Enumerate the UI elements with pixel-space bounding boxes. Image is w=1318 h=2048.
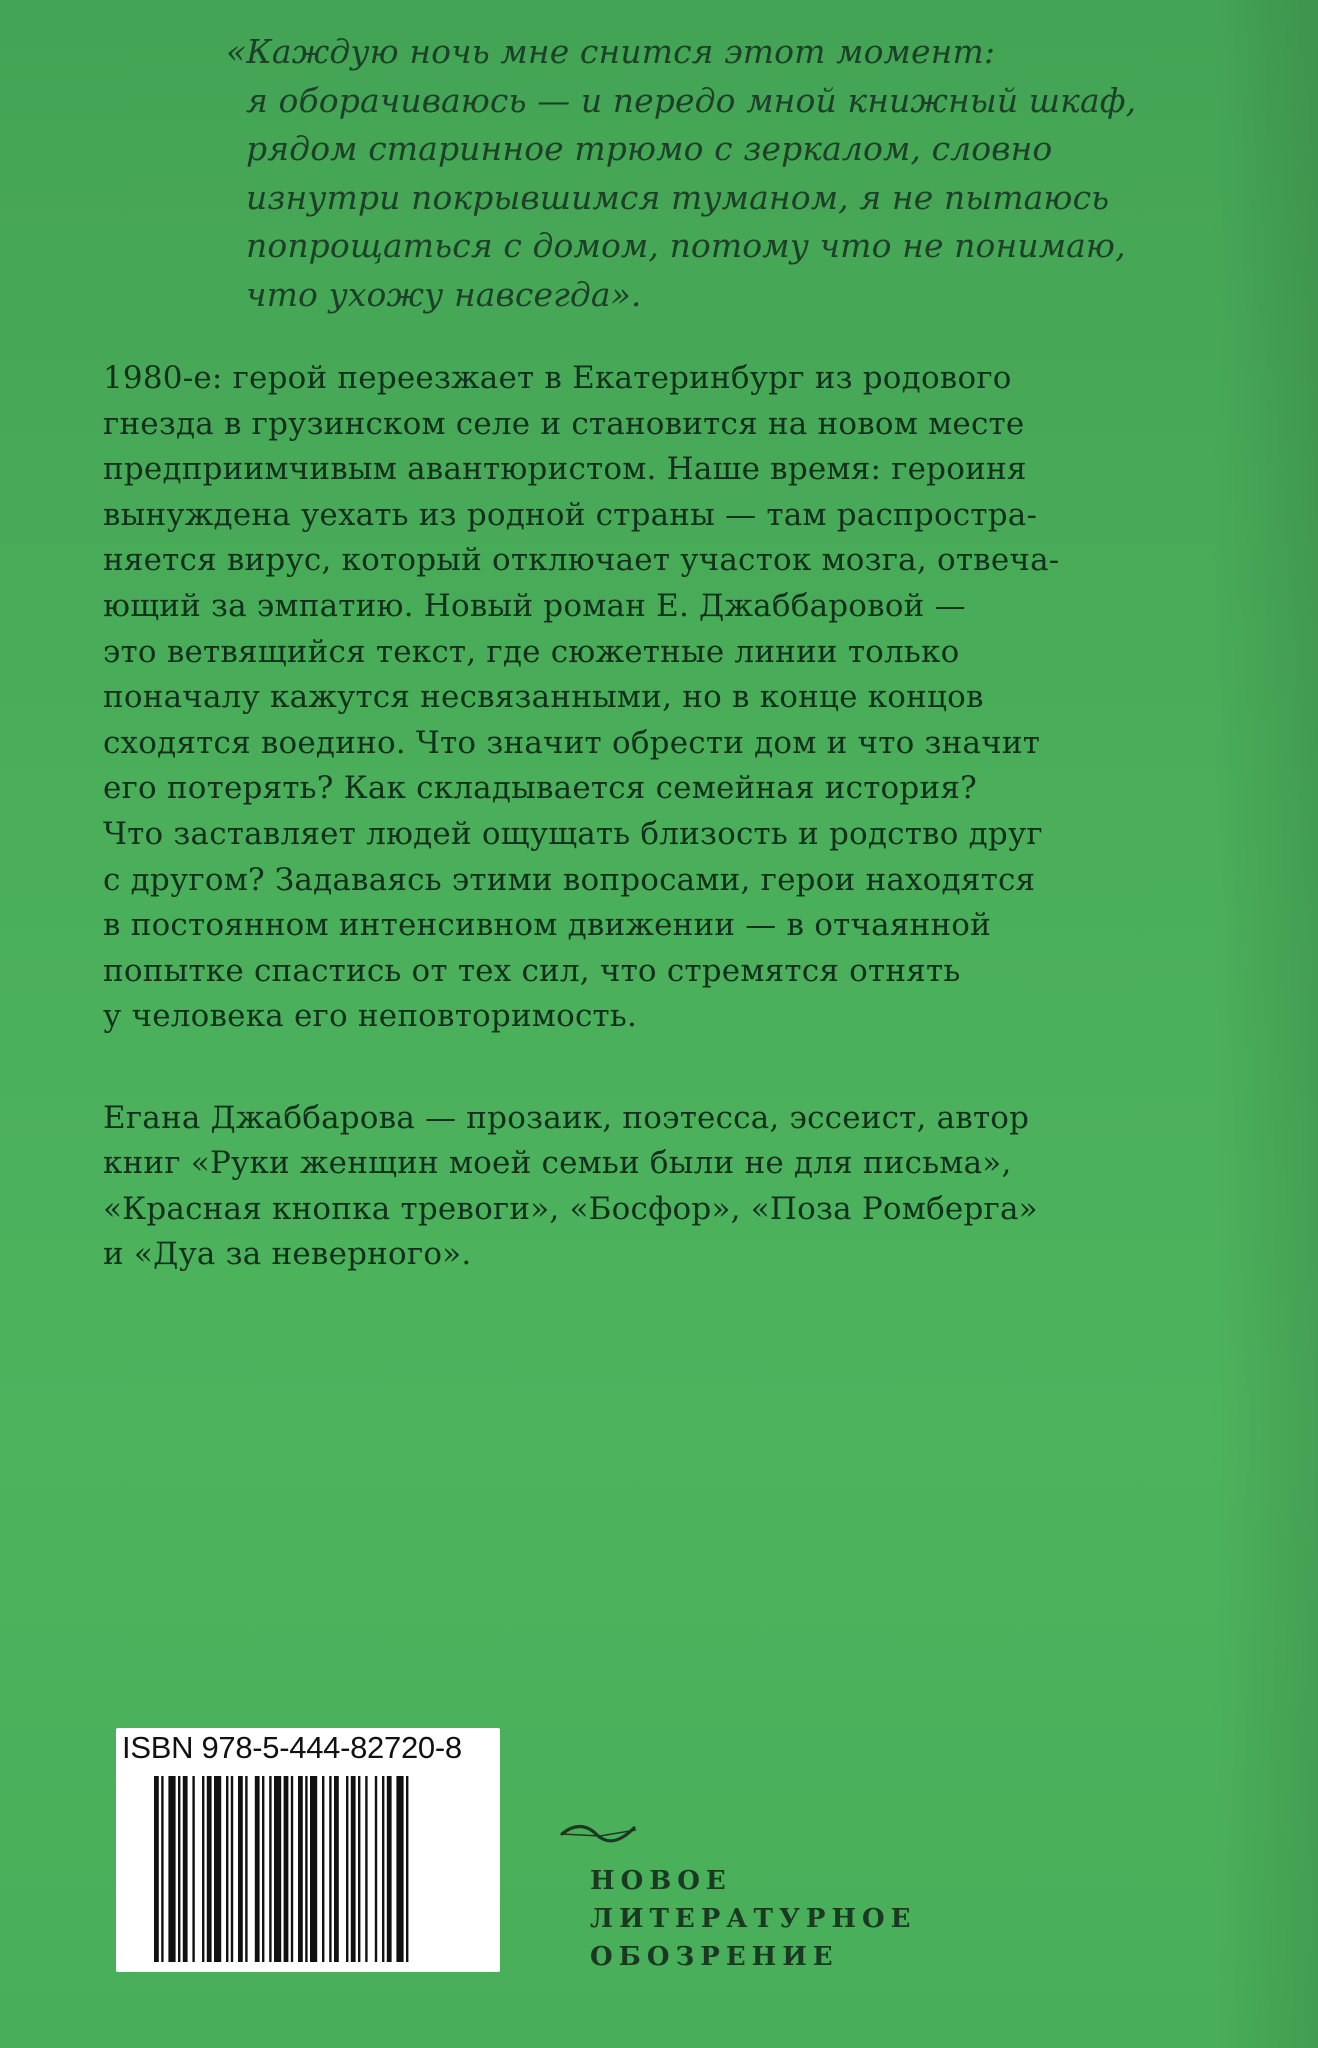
quote-line: рядом старинное трюмо с зеркалом, словно (246, 129, 1053, 169)
barcode-bar (183, 1776, 188, 1962)
barcode-bar (168, 1776, 175, 1962)
description-line: вынуждена уехать из родной страны — там распростра- (103, 496, 1038, 533)
description-line: сходятся воедино. Что значит обрести дом и что значит (103, 724, 1041, 761)
description-line: ющий за эмпатию. Новый роман Е. Джаббаровой — (103, 587, 966, 624)
barcode-bar (351, 1776, 356, 1962)
author-line: Егана Джаббарова — прозаик, поэтесса, эссеист, автор (103, 1100, 1030, 1136)
barcode-bar (192, 1776, 194, 1962)
description-line: в постоянном интенсивном движении — в отчаянной (103, 907, 992, 944)
barcode-bar (310, 1776, 317, 1962)
book-description (103, 356, 1183, 1040)
barcode-bar (238, 1776, 243, 1962)
description-line: с другом? Задаваясь этими вопросами, герои находятся (103, 861, 1036, 898)
author-bio (103, 1096, 1183, 1277)
description-line: его потерять? Как складывается семейная история? (103, 770, 977, 807)
description-line: Что заставляет людей ощущать близость и родство друг (103, 815, 1043, 852)
barcode-bar (161, 1776, 163, 1962)
publisher-name-line-3: ОБОЗРЕНИЕ (590, 1942, 839, 1972)
barcode-bar (305, 1776, 307, 1962)
barcode-bar (231, 1776, 233, 1962)
epigraph-quote (226, 28, 1226, 320)
quote-line: я оборачиваюсь — и передо мной книжный шкаф, (246, 80, 1137, 120)
barcode-bar (269, 1776, 271, 1962)
barcode-icon (154, 1776, 484, 1962)
description-line: это ветвящийся текст, где сюжетные линии только (103, 633, 960, 670)
description-line: предприимчивым авантюристом. Наше время: героиня (103, 451, 1027, 488)
quote-line: изнутри покрывшимся туманом, я не пытаюсь (246, 177, 1110, 217)
barcode-bar (262, 1776, 264, 1962)
barcode-bar (365, 1776, 367, 1962)
barcode-bar (226, 1776, 228, 1962)
description-line: попытке спастись от тех сил, что стремятся отнять (103, 952, 961, 989)
barcode-bar (214, 1776, 221, 1962)
publisher-name-line-1: НОВОЕ (590, 1866, 732, 1896)
author-line: книг «Руки женщин моей семьи были не для письма», (103, 1145, 1012, 1182)
barcode-bar (291, 1776, 293, 1962)
publisher-name-line-2: ЛИТЕРАТУРНОЕ (590, 1904, 917, 1934)
barcode-bar (207, 1776, 212, 1962)
isbn-barcode-label (116, 1728, 500, 1972)
isbn-number: ISBN 978-5-444-82720-8 (122, 1730, 462, 1765)
barcode-bar (202, 1776, 204, 1962)
barcode-bar (406, 1776, 408, 1962)
barcode-bar (375, 1776, 377, 1962)
barcode-bar (358, 1776, 360, 1962)
barcode-bar (396, 1776, 403, 1962)
quote-line: что ухожу навсегда». (246, 274, 642, 314)
barcode-bar (329, 1776, 331, 1962)
quote-line: попрощаться с домом, потому что не понимаю, (246, 226, 1126, 266)
description-line: 1980-е: герой переезжает в Екатеринбург из родового (103, 360, 1012, 396)
tilde-logo-icon (560, 1820, 640, 1850)
author-line: «Красная кнопка тревоги», «Босфор», «Поза Ромберга» (103, 1190, 1038, 1227)
author-line: и «Дуа за неверного». (103, 1235, 472, 1272)
barcode-bar (334, 1776, 339, 1962)
barcode-bar (387, 1776, 392, 1962)
barcode-bar (346, 1776, 348, 1962)
description-line: поначалу кажутся несвязанными, но в конце концов (103, 679, 984, 716)
barcode-bar (298, 1776, 303, 1962)
description-line: гнезда в грузинском селе и становится на новом месте (103, 405, 1025, 442)
barcode-bar (382, 1776, 384, 1962)
barcode-bar (245, 1776, 247, 1962)
barcode-bar (178, 1776, 180, 1962)
barcode-bar (154, 1776, 159, 1962)
barcode-bar (284, 1776, 289, 1962)
barcode-bar (274, 1776, 281, 1962)
quote-line: «Каждую ночь мне снится этот момент: (226, 32, 996, 71)
barcode-bar (255, 1776, 260, 1962)
description-line: у человека его неповторимость. (103, 998, 638, 1035)
barcode-bar (322, 1776, 324, 1962)
description-line: няется вирус, который отключает участок мозга, отвеча- (103, 542, 1060, 579)
